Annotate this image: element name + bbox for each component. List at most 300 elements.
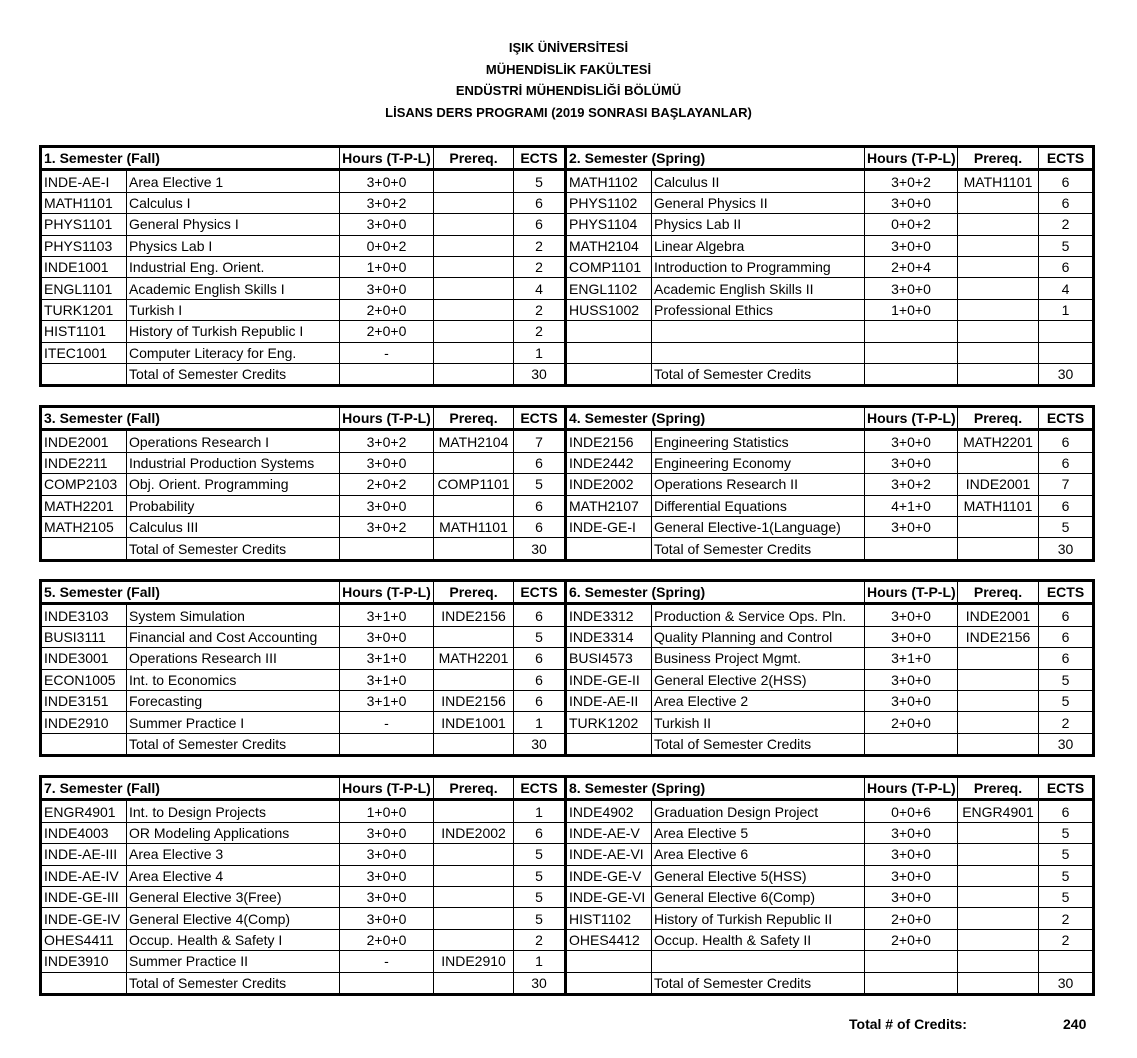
course-name: History of Turkish Republic II — [652, 908, 865, 929]
course-name: Graduation Design Project — [652, 800, 865, 822]
course-hours: 3+0+2 — [865, 474, 958, 495]
course-prereq: MATH2201 — [434, 648, 514, 669]
course-prereq: INDE2002 — [434, 822, 514, 843]
prereq-column-header: Prereq. — [434, 581, 514, 604]
course-ects: 5 — [514, 170, 566, 192]
prereq-column-header: Prereq. — [958, 777, 1039, 800]
course-hours: 3+0+0 — [865, 604, 958, 626]
course-ects: 6 — [1039, 192, 1094, 213]
table-row — [41, 908, 1094, 929]
course-prereq: INDE2156 — [434, 604, 514, 626]
course-ects: 2 — [1039, 214, 1094, 235]
course-name: Area Elective 2 — [652, 690, 865, 711]
semester-header-row — [41, 777, 1094, 800]
course-name: Area Elective 5 — [652, 822, 865, 843]
course-hours: - — [340, 342, 434, 363]
course-name: Area Elective 4 — [127, 865, 340, 886]
course-prereq — [434, 844, 514, 865]
course-name: Forecasting — [127, 690, 340, 711]
document-title-block — [0, 37, 1137, 123]
course-prereq — [958, 886, 1039, 907]
table-row — [41, 822, 1094, 843]
table-row — [41, 669, 1094, 690]
course-code: HIST1102 — [566, 908, 652, 929]
total-label: Total of Semester Credits — [127, 363, 340, 385]
table-row — [41, 516, 1094, 537]
prereq-column-header: Prereq. — [434, 777, 514, 800]
course-hours: 3+0+0 — [865, 669, 958, 690]
course-hours: 3+0+0 — [340, 214, 434, 235]
course-name: Linear Algebra — [652, 235, 865, 256]
course-hours: 2+0+2 — [340, 474, 434, 495]
course-prereq: MATH2201 — [958, 430, 1039, 452]
course-hours: 3+0+0 — [340, 626, 434, 647]
course-name: Industrial Production Systems — [127, 452, 340, 473]
course-name: Area Elective 6 — [652, 844, 865, 865]
course-prereq — [434, 299, 514, 320]
course-ects: 5 — [1039, 844, 1094, 865]
course-code: MATH2107 — [566, 495, 652, 516]
table-row — [41, 235, 1094, 256]
course-name: Operations Research I — [127, 430, 340, 452]
total-label: Total of Semester Credits — [127, 972, 340, 994]
empty-cell — [434, 363, 514, 385]
course-code: INDE-GE-I — [566, 516, 652, 537]
course-code: BUSI4573 — [566, 648, 652, 669]
course-name: Physics Lab II — [652, 214, 865, 235]
course-code: INDE3910 — [41, 951, 127, 972]
hours-column-header: Hours (T-P-L) — [340, 407, 434, 430]
course-prereq — [434, 278, 514, 299]
course-prereq — [958, 278, 1039, 299]
course-name: Business Project Mgmt. — [652, 648, 865, 669]
course-prereq — [958, 822, 1039, 843]
course-ects: 5 — [1039, 235, 1094, 256]
course-name: Obj. Orient. Programming — [127, 474, 340, 495]
course-name: Area Elective 1 — [127, 170, 340, 192]
course-hours: 3+1+0 — [340, 648, 434, 669]
total-credits-value: 240 — [1063, 1016, 1087, 1032]
course-code: INDE-AE-III — [41, 844, 127, 865]
course-hours: 3+0+0 — [865, 865, 958, 886]
empty-cell — [434, 972, 514, 994]
course-name: Academic English Skills I — [127, 278, 340, 299]
course-code: INDE3103 — [41, 604, 127, 626]
course-ects: 6 — [514, 648, 566, 669]
course-name: General Elective 2(HSS) — [652, 669, 865, 690]
course-code: INDE-AE-IV — [41, 865, 127, 886]
semester-total-value: 30 — [1039, 363, 1094, 385]
hours-column-header: Hours (T-P-L) — [865, 407, 958, 430]
course-prereq — [434, 865, 514, 886]
course-hours: 0+0+2 — [865, 214, 958, 235]
prereq-column-header: Prereq. — [958, 581, 1039, 604]
course-ects: 6 — [514, 604, 566, 626]
course-prereq — [958, 951, 1039, 972]
prereq-column-header: Prereq. — [434, 147, 514, 170]
course-name: System Simulation — [127, 604, 340, 626]
hours-column-header: Hours (T-P-L) — [340, 147, 434, 170]
course-hours: 3+0+0 — [340, 844, 434, 865]
course-code: INDE2211 — [41, 452, 127, 473]
course-hours: 3+0+0 — [865, 844, 958, 865]
course-hours: 3+0+0 — [340, 495, 434, 516]
course-hours: 3+0+2 — [340, 516, 434, 537]
course-hours: 3+0+0 — [865, 430, 958, 452]
course-name: OR Modeling Applications — [127, 822, 340, 843]
empty-cell — [340, 972, 434, 994]
total-label: Total of Semester Credits — [652, 972, 865, 994]
course-ects: 7 — [1039, 474, 1094, 495]
course-name: Introduction to Programming — [652, 256, 865, 277]
course-prereq — [434, 235, 514, 256]
course-prereq — [434, 886, 514, 907]
course-hours: 3+0+0 — [340, 865, 434, 886]
course-prereq — [958, 235, 1039, 256]
semester-title: 1. Semester (Fall) — [41, 147, 340, 170]
course-hours: 3+0+0 — [865, 192, 958, 213]
total-credits-label: Total # of Credits: — [849, 1016, 967, 1032]
course-hours: 3+1+0 — [340, 604, 434, 626]
course-hours: 3+0+0 — [865, 516, 958, 537]
course-prereq — [958, 342, 1039, 363]
course-prereq — [434, 192, 514, 213]
course-code: OHES4412 — [566, 929, 652, 950]
course-code: PHYS1101 — [41, 214, 127, 235]
course-name — [652, 951, 865, 972]
course-code: PHYS1102 — [566, 192, 652, 213]
course-ects: 6 — [1039, 626, 1094, 647]
ects-column-header: ECTS — [1039, 777, 1094, 800]
course-prereq: ENGR4901 — [958, 800, 1039, 822]
course-name: Int. to Design Projects — [127, 800, 340, 822]
course-name: Occup. Health & Safety I — [127, 929, 340, 950]
course-name: Turkish I — [127, 299, 340, 320]
course-prereq — [434, 908, 514, 929]
total-label: Total of Semester Credits — [127, 538, 340, 560]
course-hours: 3+0+0 — [865, 626, 958, 647]
course-hours: 3+0+2 — [340, 430, 434, 452]
table-row — [41, 192, 1094, 213]
course-name: Financial and Cost Accounting — [127, 626, 340, 647]
course-name: Summer Practice I — [127, 712, 340, 733]
course-ects: 1 — [514, 800, 566, 822]
course-name: Turkish II — [652, 712, 865, 733]
course-hours: 4+1+0 — [865, 495, 958, 516]
semester-header-row — [41, 581, 1094, 604]
table-row — [41, 844, 1094, 865]
course-ects: 6 — [1039, 495, 1094, 516]
course-code: INDE-GE-IV — [41, 908, 127, 929]
empty-cell — [566, 972, 652, 994]
course-code: MATH1102 — [566, 170, 652, 192]
course-prereq — [434, 669, 514, 690]
table-row — [41, 170, 1094, 192]
table-row — [41, 474, 1094, 495]
course-name: Production & Service Ops. Pln. — [652, 604, 865, 626]
course-ects: 1 — [514, 951, 566, 972]
course-ects: 1 — [514, 712, 566, 733]
course-code: INDE2156 — [566, 430, 652, 452]
course-hours: 3+0+0 — [340, 452, 434, 473]
course-name: Occup. Health & Safety II — [652, 929, 865, 950]
table-row — [41, 430, 1094, 452]
course-code: ITEC1001 — [41, 342, 127, 363]
hours-column-header: Hours (T-P-L) — [340, 777, 434, 800]
semester-total-row — [41, 363, 1094, 385]
empty-cell — [566, 538, 652, 560]
course-name: Probability — [127, 495, 340, 516]
course-code: MATH2104 — [566, 235, 652, 256]
course-hours: 2+0+0 — [865, 929, 958, 950]
course-ects: 6 — [514, 495, 566, 516]
course-ects: 5 — [1039, 516, 1094, 537]
course-code: PHYS1104 — [566, 214, 652, 235]
course-code: HUSS1002 — [566, 299, 652, 320]
semester-total-value: 30 — [1039, 972, 1094, 994]
course-prereq — [434, 256, 514, 277]
course-code — [566, 321, 652, 342]
course-code: ENGR4901 — [41, 800, 127, 822]
course-prereq: MATH1101 — [434, 516, 514, 537]
course-ects: 6 — [514, 690, 566, 711]
course-ects: 1 — [1039, 299, 1094, 320]
empty-cell — [958, 733, 1039, 755]
course-code: INDE2910 — [41, 712, 127, 733]
course-hours — [865, 951, 958, 972]
course-prereq — [958, 648, 1039, 669]
course-name: Summer Practice II — [127, 951, 340, 972]
course-code: INDE-AE-V — [566, 822, 652, 843]
course-ects: 6 — [514, 669, 566, 690]
course-code: INDE-GE-V — [566, 865, 652, 886]
course-prereq — [958, 214, 1039, 235]
ects-column-header: ECTS — [1039, 581, 1094, 604]
course-ects: 6 — [1039, 452, 1094, 473]
course-code: INDE2442 — [566, 452, 652, 473]
course-hours: 0+0+6 — [865, 800, 958, 822]
table-row — [41, 278, 1094, 299]
empty-cell — [958, 538, 1039, 560]
course-ects: 6 — [514, 214, 566, 235]
empty-cell — [41, 733, 127, 755]
course-hours: 1+0+0 — [340, 256, 434, 277]
course-hours: 2+0+0 — [865, 908, 958, 929]
course-prereq — [958, 321, 1039, 342]
course-prereq — [958, 516, 1039, 537]
course-name: General Elective 4(Comp) — [127, 908, 340, 929]
course-prereq — [958, 690, 1039, 711]
table-row — [41, 256, 1094, 277]
table-row — [41, 865, 1094, 886]
course-code: INDE-AE-II — [566, 690, 652, 711]
course-name: Operations Research II — [652, 474, 865, 495]
course-prereq: MATH1101 — [958, 170, 1039, 192]
course-hours: 3+0+0 — [340, 278, 434, 299]
course-hours: 3+0+0 — [865, 452, 958, 473]
course-hours: 1+0+0 — [865, 299, 958, 320]
hours-column-header: Hours (T-P-L) — [340, 581, 434, 604]
course-code: INDE-GE-VI — [566, 886, 652, 907]
course-code: INDE-GE-II — [566, 669, 652, 690]
course-code: INDE3151 — [41, 690, 127, 711]
hours-column-header: Hours (T-P-L) — [865, 581, 958, 604]
table-row — [41, 604, 1094, 626]
course-ects: 6 — [1039, 256, 1094, 277]
course-name: Industrial Eng. Orient. — [127, 256, 340, 277]
course-name: Calculus III — [127, 516, 340, 537]
course-ects: 5 — [514, 886, 566, 907]
empty-cell — [865, 363, 958, 385]
course-ects: 5 — [514, 626, 566, 647]
course-ects: 4 — [1039, 278, 1094, 299]
course-prereq: INDE2156 — [434, 690, 514, 711]
course-code: BUSI3111 — [41, 626, 127, 647]
ects-column-header: ECTS — [514, 777, 566, 800]
course-hours: 2+0+4 — [865, 256, 958, 277]
hours-column-header: Hours (T-P-L) — [865, 147, 958, 170]
course-ects: 2 — [1039, 929, 1094, 950]
course-hours: 3+0+0 — [865, 278, 958, 299]
hours-column-header: Hours (T-P-L) — [865, 777, 958, 800]
course-code: ECON1005 — [41, 669, 127, 690]
table-row — [41, 929, 1094, 950]
semester-table — [39, 145, 1095, 387]
course-code: INDE3314 — [566, 626, 652, 647]
course-hours: 2+0+0 — [340, 299, 434, 320]
course-hours — [865, 321, 958, 342]
course-code: INDE-GE-III — [41, 886, 127, 907]
course-ects: 5 — [1039, 822, 1094, 843]
course-hours: 3+0+0 — [340, 170, 434, 192]
course-code — [566, 342, 652, 363]
course-ects: 4 — [514, 278, 566, 299]
course-prereq — [958, 929, 1039, 950]
course-hours: 3+0+2 — [865, 170, 958, 192]
course-code: INDE3312 — [566, 604, 652, 626]
semester-total-row — [41, 972, 1094, 994]
course-hours: 3+0+0 — [865, 235, 958, 256]
course-name: Physics Lab I — [127, 235, 340, 256]
course-prereq — [434, 626, 514, 647]
semester-total-value: 30 — [1039, 733, 1094, 755]
course-prereq — [958, 256, 1039, 277]
course-hours: 3+0+0 — [865, 822, 958, 843]
course-prereq — [434, 929, 514, 950]
course-prereq: INDE1001 — [434, 712, 514, 733]
course-ects: 5 — [1039, 865, 1094, 886]
course-hours: 3+1+0 — [340, 669, 434, 690]
course-code: COMP1101 — [566, 256, 652, 277]
course-ects: 5 — [514, 474, 566, 495]
course-name: Differential Equations — [652, 495, 865, 516]
department-name: ENDÜSTRİ MÜHENDİSLİĞİ BÖLÜMÜ — [455, 83, 682, 98]
course-hours: 3+0+0 — [865, 690, 958, 711]
course-prereq — [958, 669, 1039, 690]
semester-total-row — [41, 538, 1094, 560]
semester-title: 3. Semester (Fall) — [41, 407, 340, 430]
course-name: Engineering Statistics — [652, 430, 865, 452]
ects-column-header: ECTS — [1039, 147, 1094, 170]
semester-table — [39, 775, 1095, 996]
semester-total-value: 30 — [514, 733, 566, 755]
table-row — [41, 299, 1094, 320]
course-ects: 2 — [514, 299, 566, 320]
course-hours: 3+0+2 — [340, 192, 434, 213]
course-ects: 2 — [1039, 908, 1094, 929]
course-hours: 2+0+0 — [340, 321, 434, 342]
empty-cell — [865, 972, 958, 994]
course-code: INDE4902 — [566, 800, 652, 822]
course-prereq — [958, 452, 1039, 473]
course-code: TURK1201 — [41, 299, 127, 320]
semester-title: 7. Semester (Fall) — [41, 777, 340, 800]
course-code: MATH1101 — [41, 192, 127, 213]
course-code: INDE2002 — [566, 474, 652, 495]
ects-column-header: ECTS — [514, 581, 566, 604]
course-ects: 5 — [514, 908, 566, 929]
course-hours: 3+0+0 — [865, 886, 958, 907]
course-name — [652, 321, 865, 342]
course-prereq — [958, 712, 1039, 733]
course-ects: 2 — [1039, 712, 1094, 733]
course-prereq: MATH2104 — [434, 430, 514, 452]
semester-header-row — [41, 147, 1094, 170]
table-row — [41, 321, 1094, 342]
course-prereq — [434, 321, 514, 342]
course-hours — [865, 342, 958, 363]
course-code: INDE-AE-I — [41, 170, 127, 192]
course-ects: 6 — [514, 516, 566, 537]
total-label: Total of Semester Credits — [652, 538, 865, 560]
semester-table — [39, 579, 1095, 757]
course-prereq: INDE2001 — [958, 604, 1039, 626]
course-ects: 5 — [1039, 669, 1094, 690]
course-hours: 3+0+0 — [340, 822, 434, 843]
course-hours: 1+0+0 — [340, 800, 434, 822]
empty-cell — [41, 538, 127, 560]
course-ects: 6 — [514, 822, 566, 843]
course-ects: 7 — [514, 430, 566, 452]
table-row — [41, 495, 1094, 516]
course-name: General Elective-1(Language) — [652, 516, 865, 537]
course-code: ENGL1101 — [41, 278, 127, 299]
table-row — [41, 626, 1094, 647]
course-ects: 6 — [1039, 648, 1094, 669]
table-row — [41, 690, 1094, 711]
prereq-column-header: Prereq. — [958, 407, 1039, 430]
course-name: Professional Ethics — [652, 299, 865, 320]
course-name: Quality Planning and Control — [652, 626, 865, 647]
course-ects: 6 — [1039, 800, 1094, 822]
course-code: MATH2201 — [41, 495, 127, 516]
course-hours: - — [340, 951, 434, 972]
course-ects: 2 — [514, 929, 566, 950]
course-ects: 6 — [514, 192, 566, 213]
course-code: INDE-AE-VI — [566, 844, 652, 865]
course-ects: 2 — [514, 321, 566, 342]
empty-cell — [958, 363, 1039, 385]
table-row — [41, 648, 1094, 669]
course-code: OHES4411 — [41, 929, 127, 950]
course-prereq — [958, 299, 1039, 320]
course-ects: 6 — [1039, 430, 1094, 452]
course-ects: 2 — [514, 235, 566, 256]
course-prereq — [434, 214, 514, 235]
course-prereq — [434, 495, 514, 516]
course-code: HIST1101 — [41, 321, 127, 342]
course-ects: 1 — [514, 342, 566, 363]
